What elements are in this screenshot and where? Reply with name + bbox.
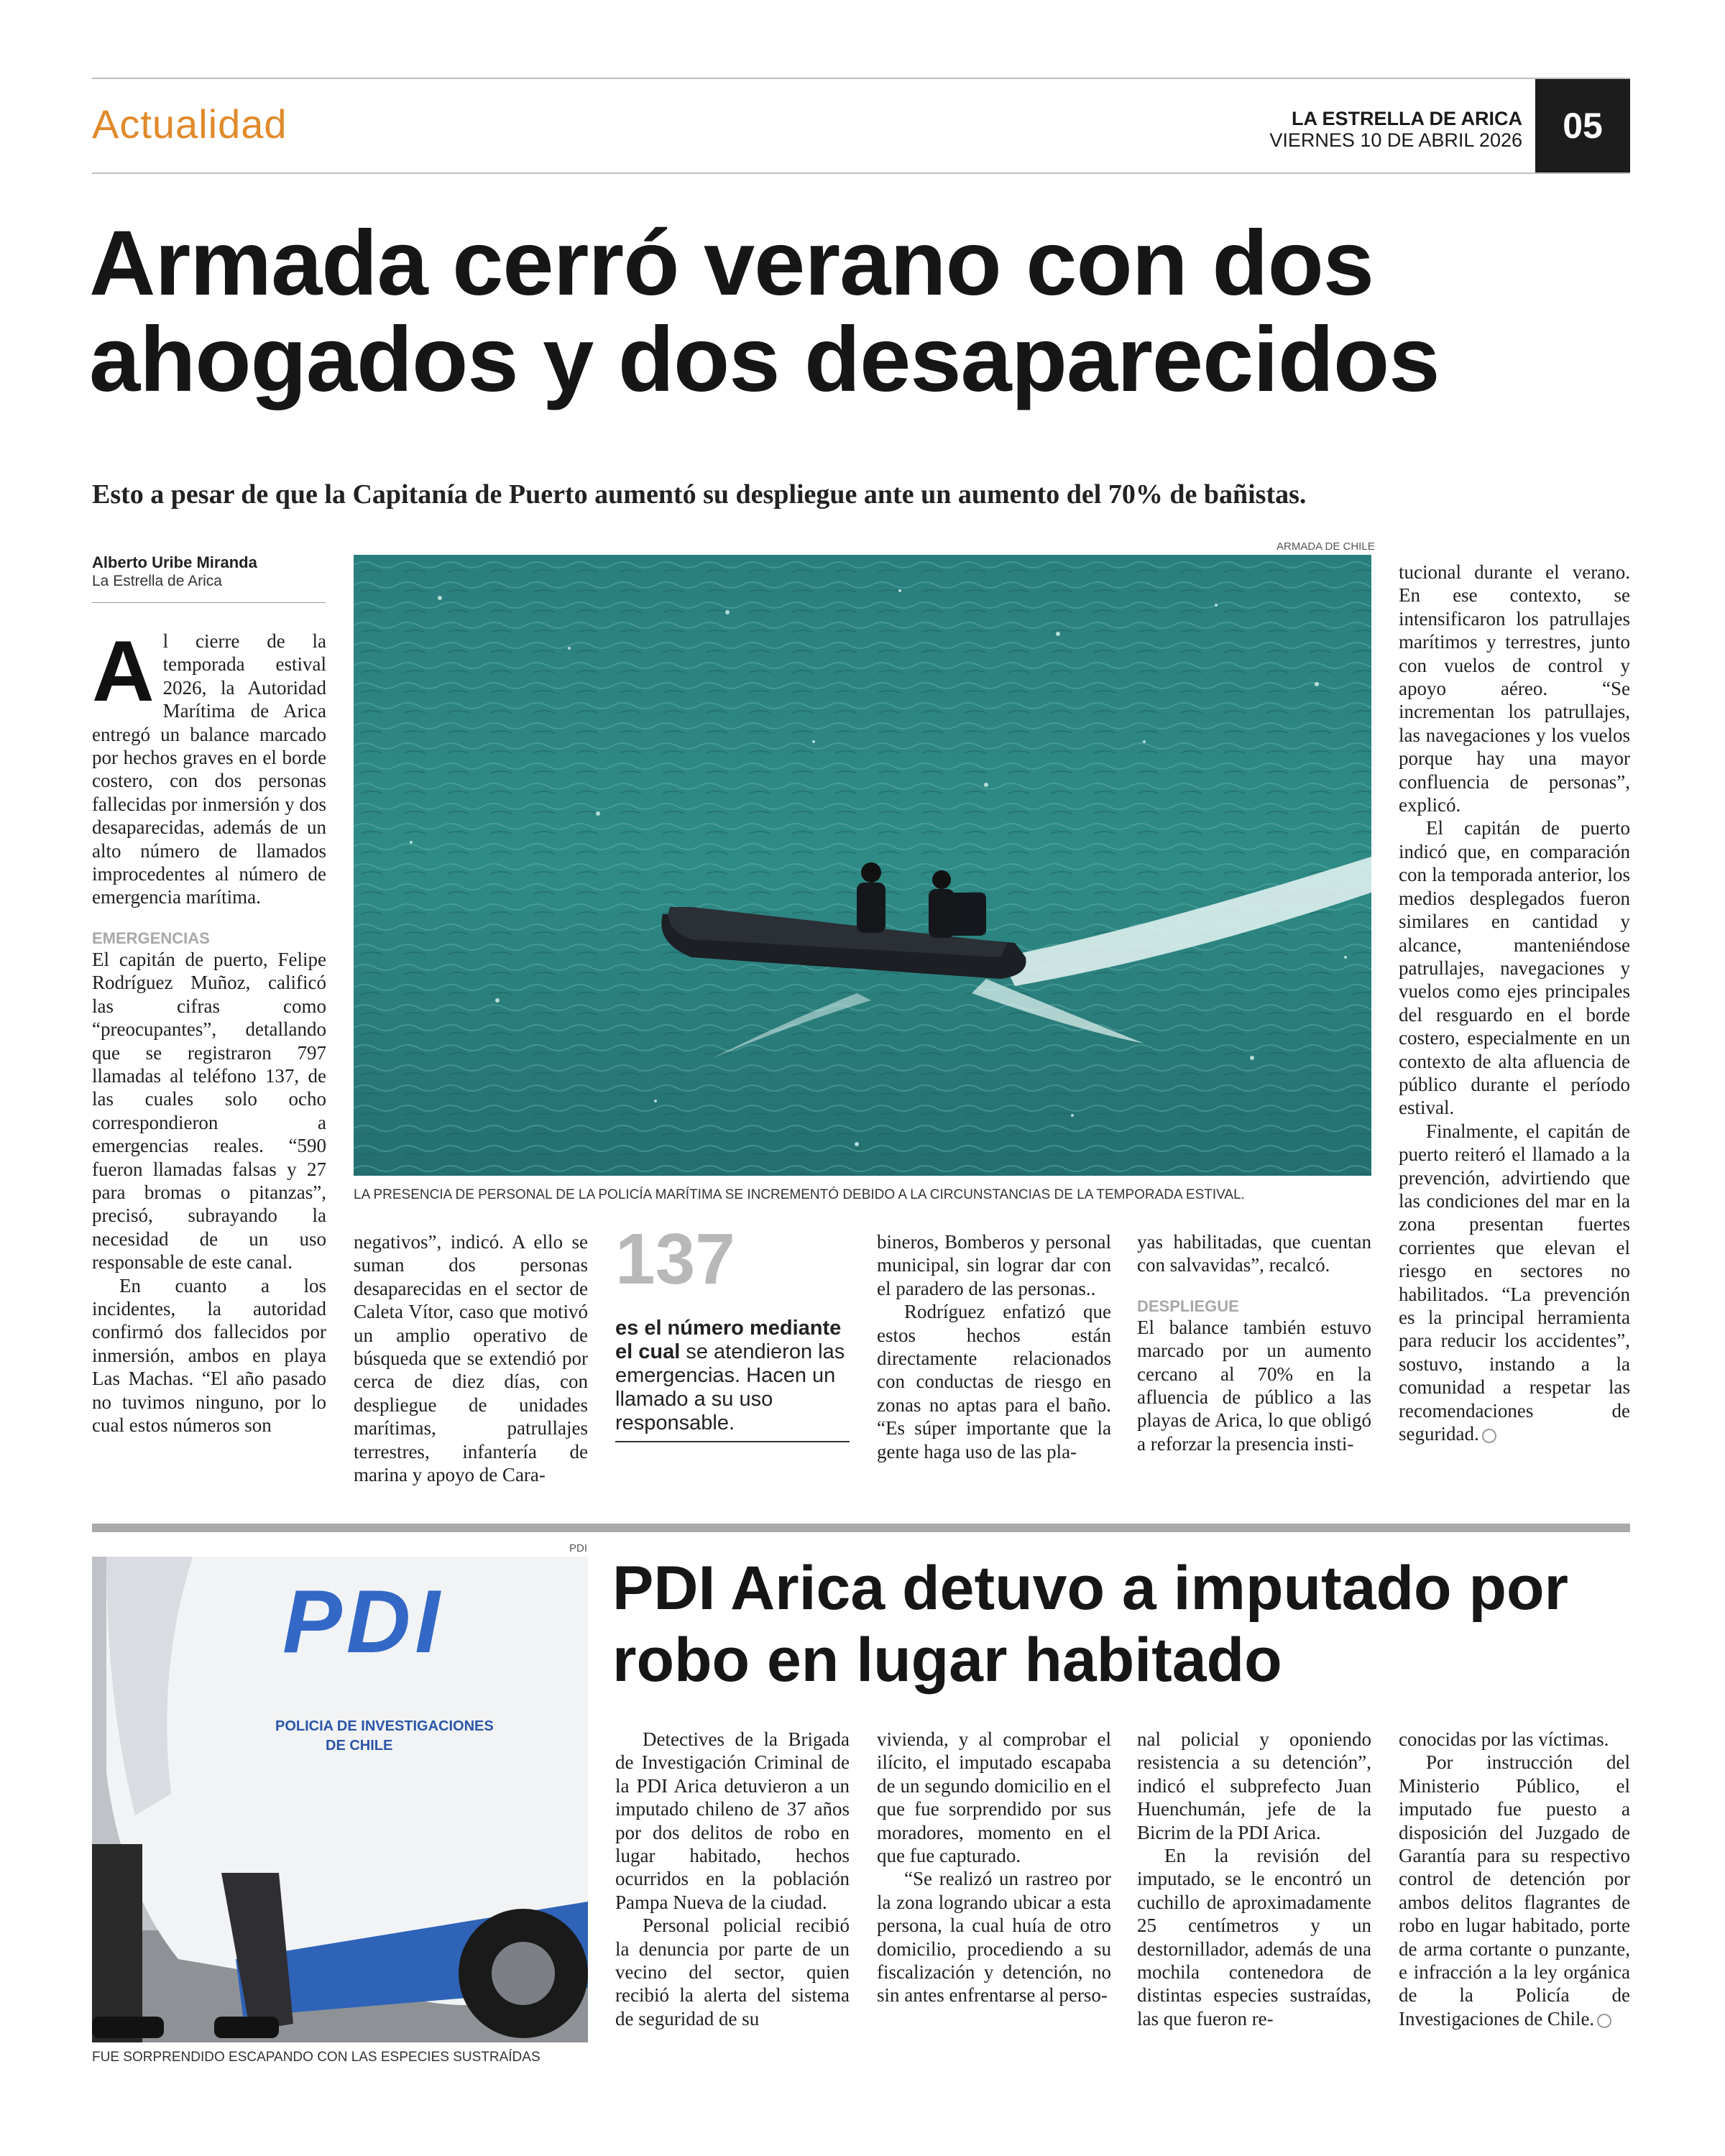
end-mark-icon-2 [1597, 2014, 1611, 2028]
main-col6-p3 [1399, 1120, 1630, 1446]
second-col1-p2: Personal policial recibió la denuncia por parte de un vecino del sector, quien recibió la alerta del sistema de seguridad de su [615, 1915, 850, 2030]
story-divider [92, 1524, 1630, 1532]
factbox-text-rest: se atendieron las emergencias. Hacen un llamado a su uso responsable. [615, 1340, 845, 1434]
main-photo-credit: ARMADA DE CHILE [1276, 540, 1375, 553]
second-col4-p1: conocidas por las víctimas. [1399, 1728, 1609, 1750]
main-col6-p2: El capitán de puerto indicó que, en comparación con la temporada anterior, los medios desplegados fueron similares en cantidad y alcance, manteniéndose patrullajes, navegaciones y vuelos como ejes principales del resguardo en el borde costero, especialmente en un contexto de alta afluencia de público durante el período estival. [1399, 817, 1630, 1119]
main-col4-p2: Rodríguez enfatizó que estos hechos están directamente relacionados con conductas de riesgo en zonas no aptas para el baño. “Es súper importante que la gente haga uso de las pla- [877, 1301, 1111, 1462]
page-number: 05 [1535, 79, 1630, 172]
main-column-1 [92, 623, 326, 1437]
main-col2-p1: negativos”, indicó. A ello se suman dos personas desaparecidas en el sector de Caleta Vítor, caso que motivó un amplio operativo de búsqueda que se extendió por cerca de diez días, con despliegue de unidades marítimas, patrullajes terrestres, infantería de marina y apoyo de Cara- [354, 1231, 588, 1486]
second-col4-p2 [1399, 1751, 1630, 2030]
section-label: Actualidad [92, 101, 288, 147]
main-photo-caption: LA PRESENCIA DE PERSONAL DE LA POLICÍA MARÍTIMA SE INCREMENTÓ DEBIDO A LA CIRCUNSTANCIAS DE LA TEMPORADA ESTIVAL. [354, 1187, 1245, 1202]
newspaper-name: LA ESTRELLA DE ARICA [1292, 108, 1522, 129]
factbox-text [615, 1317, 850, 1442]
issue-date: VIERNES 10 DE ABRIL 2026 [1269, 129, 1522, 151]
main-col6-p1: tucional durante el verano. En ese contexto, se intensificaron los patrullajes marítimos y terrestres, junto con vuelos de control y apoyo aéreo. “Se incrementan los patrullajes, las navegaciones y los vuelos porque hay una mayor confluencia de personas”, explicó. [1399, 561, 1630, 816]
end-mark-icon [1482, 1429, 1496, 1443]
main-col5-p1: yas habilitadas, que cuentan con salvavidas”, recalcó. [1137, 1231, 1371, 1276]
header-bottom-rule [92, 172, 1630, 174]
main-col4-p1: bineros, Bomberos y personal municipal, sin lograr dar con el paradero de las personas.. [877, 1231, 1111, 1299]
second-col2-p2: “Se realizó un rastreo por la zona logrando ubicar a esta persona, la cual huía de otro domicilio, procediendo a su fiscalización y detención, no sin antes enfrentarse al perso- [877, 1868, 1111, 2007]
byline-outlet: La Estrella de Arica [92, 573, 222, 589]
main-column-5 [1137, 1230, 1371, 1455]
second-col3-p1: nal policial y oponiendo resistencia a su detención”, indicó el subprefecto Juan Huenchumán, jefe de la Bicrim de la PDI Arica. [1137, 1728, 1371, 1843]
sea-boat-illustration [354, 555, 1371, 1176]
factbox-number: 137 [615, 1219, 735, 1299]
pdi-car-text-1: POLICIA DE INVESTIGACIONES [275, 1718, 494, 1734]
main-col5-p2: El balance también estuvo marcado por un aumento cercano al 70% en la afluencia de público a las playas de Arica, lo que obligó a reforzar la presencia insti- [1137, 1316, 1371, 1455]
drop-cap: A [92, 623, 155, 719]
main-headline-line2: ahogados y dos desaparecidos [89, 308, 1440, 411]
second-col4-p2-text: Por instrucción del Ministerio Público, el imputado fue puesto a disposición del Juzgado de Garantía para su respectivo control de detención por ambos delitos flagrantes de robo en lugar habitado, porte de arma cortante o punzante, e infracción a la ley orgánica de la Policía de Investigaciones de Chile. [1399, 1751, 1630, 2030]
second-headline [612, 1552, 1568, 1696]
main-column-4 [877, 1230, 1111, 1463]
second-column-1 [615, 1728, 850, 2030]
pdi-photo-caption: FUE SORPRENDIDO ESCAPANDO CON LAS ESPECIES SUSTRAÍDAS [92, 2050, 540, 2065]
byline-name: Alberto Uribe Miranda [92, 553, 257, 571]
second-col3-p2: En la revisión del imputado, se le encontró un cuchillo de aproximadamente 25 centímetros y un destornillador, además de una mochila contenedora de distintas especies sustraídas, las que fueron re- [1137, 1845, 1371, 2030]
main-col1-p1: l cierre de la temporada estival 2026, la Autoridad Marítima de Arica entregó un balance marcado por hechos graves en el borde costero, con dos personas fallecidas por inmersión y dos desaparecidas, además de un alto número de llamados improcedentes al número de emergencia marítima. [92, 630, 326, 908]
subhead-emergencias: EMERGENCIAS [92, 929, 210, 947]
second-headline-line1: PDI Arica detuvo a imputado por [612, 1554, 1568, 1623]
second-column-2 [877, 1728, 1111, 2007]
second-column-4 [1399, 1728, 1630, 2030]
pdi-photo-credit: PDI [569, 1542, 588, 1554]
main-headline-line1: Armada cerró verano con dos [89, 212, 1374, 315]
subhead-despliegue: DESPLIEGUE [1137, 1296, 1239, 1315]
header-top-rule [92, 78, 1630, 79]
main-col1-p2: El capitán de puerto, Felipe Rodríguez Muñoz, calificó las cifras como “preocupantes”, detallando que se registraron 797 llamadas al teléfono 137, de las cuales solo ocho correspondieron a emergencias reales. “590 fueron llamadas falsas y 27 para bromas o pitanzas”, precisó, subrayando la necesidad de un uso responsable de este canal. [92, 948, 326, 1273]
second-col2-p1: vivienda, y al comprobar el ilícito, el imputado escapaba de un segundo domicilio en el que fue sorprendido por sus moradores, momento en el que fue capturado. [877, 1728, 1111, 1867]
second-column-3 [1137, 1728, 1371, 2030]
main-column-6 [1399, 561, 1630, 1445]
factbox-text-bold: es el número mediante el cual [615, 1317, 842, 1363]
main-photo [354, 555, 1371, 1176]
second-headline-line2: robo en lugar habitado [612, 1626, 1282, 1695]
byline-rule [92, 602, 326, 603]
main-headline [89, 212, 1440, 411]
main-deck: Esto a pesar de que la Capitanía de Puerto aumentó su despliegue ante un aumento del 70% de bañistas. [92, 479, 1307, 510]
pdi-car-logo: PDI [282, 1572, 444, 1672]
main-col6-p3-text: Finalmente, el capitán de puerto reiteró el llamado a la prevención, advirtiendo que las condiciones del mar en la zona presentan fuertes corrientes que elevan el riesgo en sectores no habilitados. “La prevención es la principal herramienta para reducir los accidentes”, sostuvo, instando a la comunidad a respetar las recomendaciones de seguridad. [1399, 1120, 1630, 1445]
pdi-car-text-2: DE CHILE [326, 1738, 393, 1754]
second-col1-p1: Detectives de la Brigada de Investigación Criminal de la PDI Arica detuvieron a un imputado chileno de 37 años por dos delitos de robo en lugar habitado, hechos ocurridos en la población Pampa Nueva de la ciudad. [615, 1728, 850, 1913]
pdi-photo [92, 1557, 588, 2042]
factbox [615, 1219, 850, 1442]
main-col1-p3: En cuanto a los incidentes, la autoridad confirmó dos fallecidos por inmersión, ambos en playa Las Machas. “El año pasado no tuvimos ninguno, por lo cual estos números son [92, 1274, 326, 1436]
main-column-2 [354, 1230, 588, 1486]
